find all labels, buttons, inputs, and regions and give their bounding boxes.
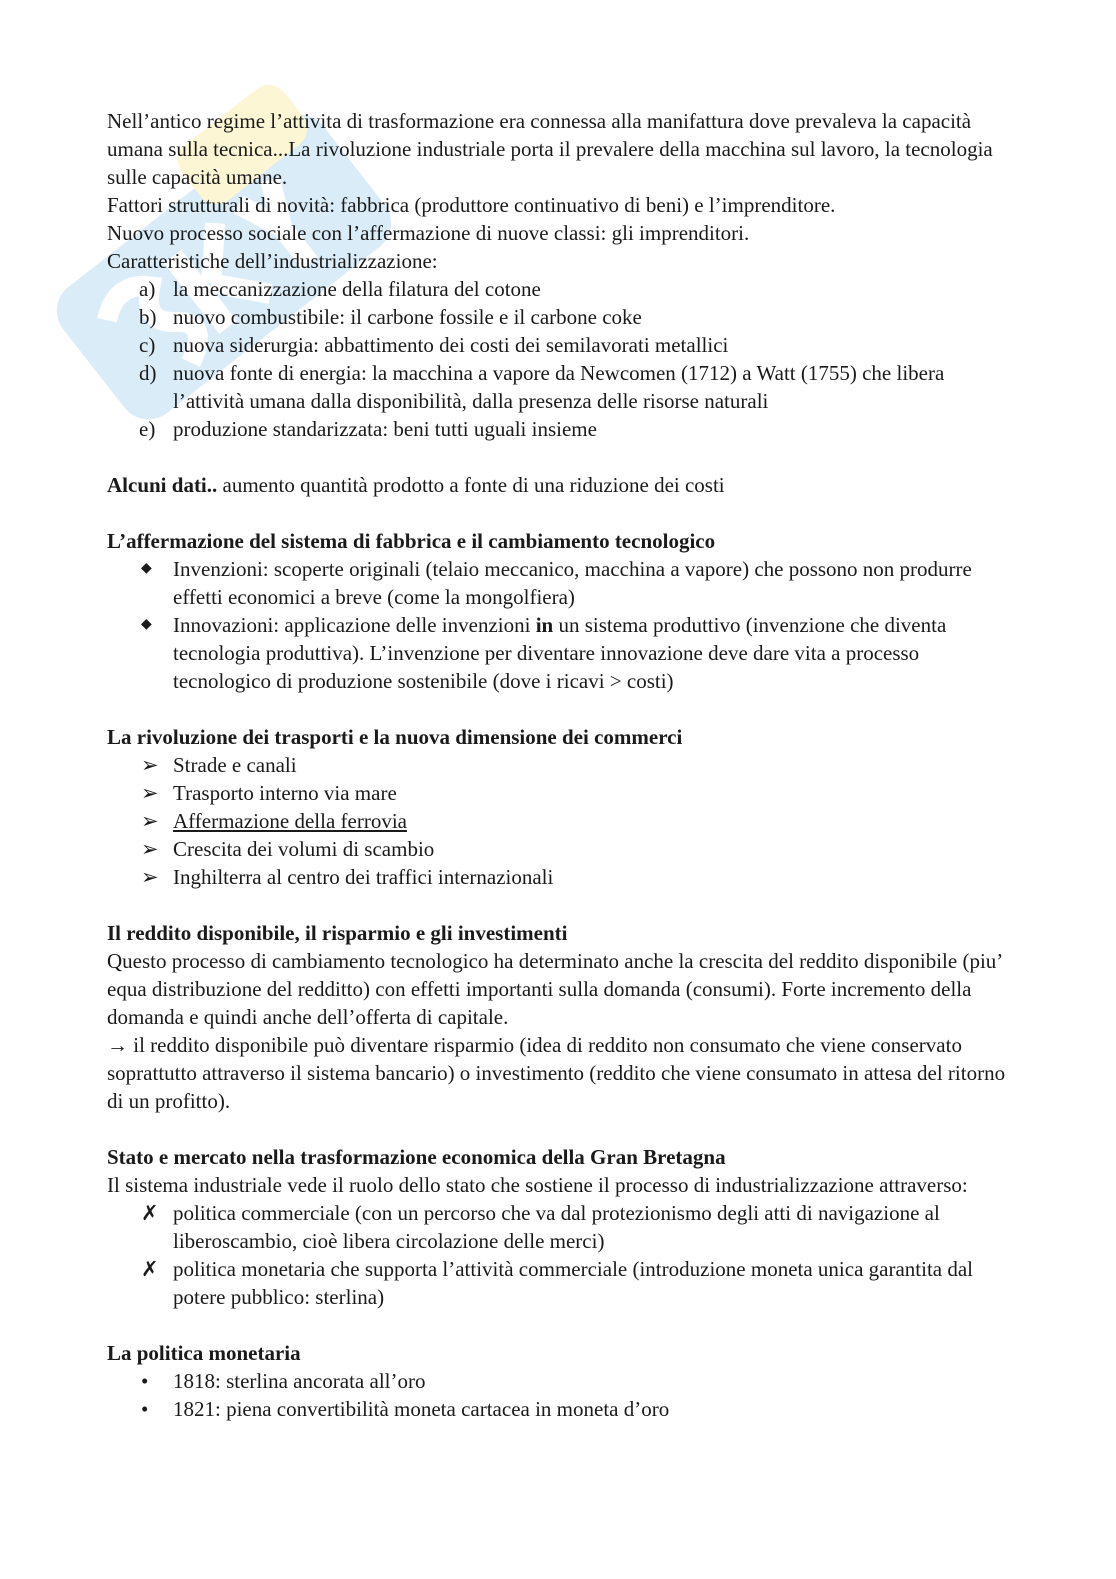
right-arrow-icon: → — [107, 1033, 128, 1057]
stato-list — [107, 1199, 1012, 1311]
characteristics-list — [107, 275, 1012, 443]
document-page — [107, 107, 1012, 1423]
diamond-bullet-icon: ◆ — [141, 617, 152, 632]
section-heading: La politica monetaria — [107, 1341, 301, 1365]
section-heading: Il reddito disponibile, il risparmio e gli investimenti — [107, 921, 568, 945]
intro-section — [107, 107, 1012, 443]
list-item: ➢ Strade e canali — [141, 753, 297, 777]
reddito-arrow-paragraph: → il reddito disponibile può diventare risparmio (idea di reddito non consumato che viene conservato soprattutto attraverso il sistema bancario) o investimento (reddito che viene consumato in attesa del ritorno di un profitto). — [107, 1033, 1006, 1113]
stato-intro: Il sistema industriale vede il ruolo dello stato che sostiene il processo di industrializzazione attraverso: — [107, 1173, 968, 1197]
trasporti-section — [107, 723, 1012, 891]
alcuni-dati-line: Alcuni dati.. aumento quantità prodotto a fonte di una riduzione dei costi — [107, 473, 725, 497]
monetaria-list — [107, 1367, 1012, 1423]
list-item: ✗ politica monetaria che supporta l’attività commerciale (introduzione moneta unica garantita dal potere pubblico: sterlina) — [141, 1257, 974, 1309]
trasporti-list — [107, 751, 1012, 891]
section-heading: Stato e mercato nella trasformazione economica della Gran Bretagna — [107, 1145, 726, 1169]
section-heading: La rivoluzione dei trasporti e la nuova dimensione dei commerci — [107, 725, 683, 749]
list-item: ➢ Crescita dei volumi di scambio — [141, 837, 435, 861]
dot-bullet-icon: • — [141, 1369, 149, 1393]
list-marker: c) — [139, 333, 156, 357]
cross-bullet-icon: ✗ — [141, 1201, 159, 1225]
dot-bullet-icon: • — [141, 1397, 149, 1421]
list-item: a) la meccanizzazione della filatura del cotone — [139, 277, 541, 301]
monetaria-section — [107, 1339, 1012, 1423]
list-item: • 1821: piena convertibilità moneta cartacea in moneta d’oro — [141, 1397, 670, 1421]
arrowhead-bullet-icon: ➢ — [141, 837, 159, 861]
fabbrica-section — [107, 527, 1012, 695]
diamond-bullet-icon: ◆ — [141, 561, 152, 576]
intro-paragraph: Nell’antico regime l’attivita di trasformazione era connessa alla manifattura dove prevaleva la capacità umana sulla tecnica...La rivoluzione industriale porta il prevalere della macchina sul lavoro, la tecnologia sulle capacità umane. — [107, 109, 993, 189]
arrowhead-bullet-icon: ➢ — [141, 809, 159, 833]
cross-bullet-icon: ✗ — [141, 1257, 159, 1281]
list-item: ◆ Innovazioni: applicazione delle invenzioni in un sistema produttivo (invenzione che diventa tecnologia produttiva). L’invenzione per diventare innovazione deve dare vita a processo tecnologico di produzione sostenibile (dove i ricavi > costi) — [141, 613, 947, 693]
list-item: b) nuovo combustibile: il carbone fossile e il carbone coke — [139, 305, 642, 329]
reddito-section — [107, 919, 1012, 1115]
reddito-paragraph: Questo processo di cambiamento tecnologico ha determinato anche la crescita del reddito disponibile (piu’ equa distribuzione del redditto) con effetti importanti sulla domanda (consumi). Forte incremento della domanda e quindi anche dell’offerta di capitale. — [107, 949, 1002, 1029]
arrowhead-bullet-icon: ➢ — [141, 865, 159, 889]
section-heading: L’affermazione del sistema di fabbrica e il cambiamento tecnologico — [107, 529, 716, 553]
list-item: ◆ Invenzioni: scoperte originali (telaio meccanico, macchina a vapore) che possono non produrre effetti economici a breve (come la mongolfiera) — [141, 557, 972, 609]
intro-line-caratteristiche: Caratteristiche dell’industrializzazione: — [107, 249, 438, 273]
intro-line-processo: Nuovo processo sociale con l’affermazione di nuove classi: gli imprenditori. — [107, 221, 750, 245]
arrowhead-bullet-icon: ➢ — [141, 753, 159, 777]
list-item: e) produzione standarizzata: beni tutti uguali insieme — [139, 417, 597, 441]
list-marker: a) — [139, 277, 156, 301]
list-marker: e) — [139, 417, 156, 441]
list-item: ➢ Trasporto interno via mare — [141, 781, 397, 805]
list-marker: d) — [139, 361, 157, 385]
list-item: ✗ politica commerciale (con un percorso che va dal protezionismo degli atti di navigazione al liberoscambio, cioè libera circolazione delle merci) — [141, 1201, 940, 1253]
stato-section — [107, 1143, 1012, 1311]
intro-line-fattori: Fattori strutturali di novità: fabbrica (produttore continuativo di beni) e l’imprenditore. — [107, 193, 836, 217]
arrowhead-bullet-icon: ➢ — [141, 781, 159, 805]
list-item: • 1818: sterlina ancorata all’oro — [141, 1369, 426, 1393]
list-marker: b) — [139, 305, 157, 329]
list-item: c) nuova siderurgia: abbattimento dei costi dei semilavorati metallici — [139, 333, 729, 357]
list-item: ➢ Affermazione della ferrovia — [141, 809, 407, 833]
fabbrica-list — [107, 555, 1012, 695]
list-item: ➢ Inghilterra al centro dei traffici internazionali — [141, 865, 554, 889]
list-item: d) nuova fonte di energia: la macchina a vapore da Newcomen (1712) a Watt (1755) che libera l’attività umana dalla disponibilità, dalla presenza delle risorse naturali — [139, 361, 945, 413]
